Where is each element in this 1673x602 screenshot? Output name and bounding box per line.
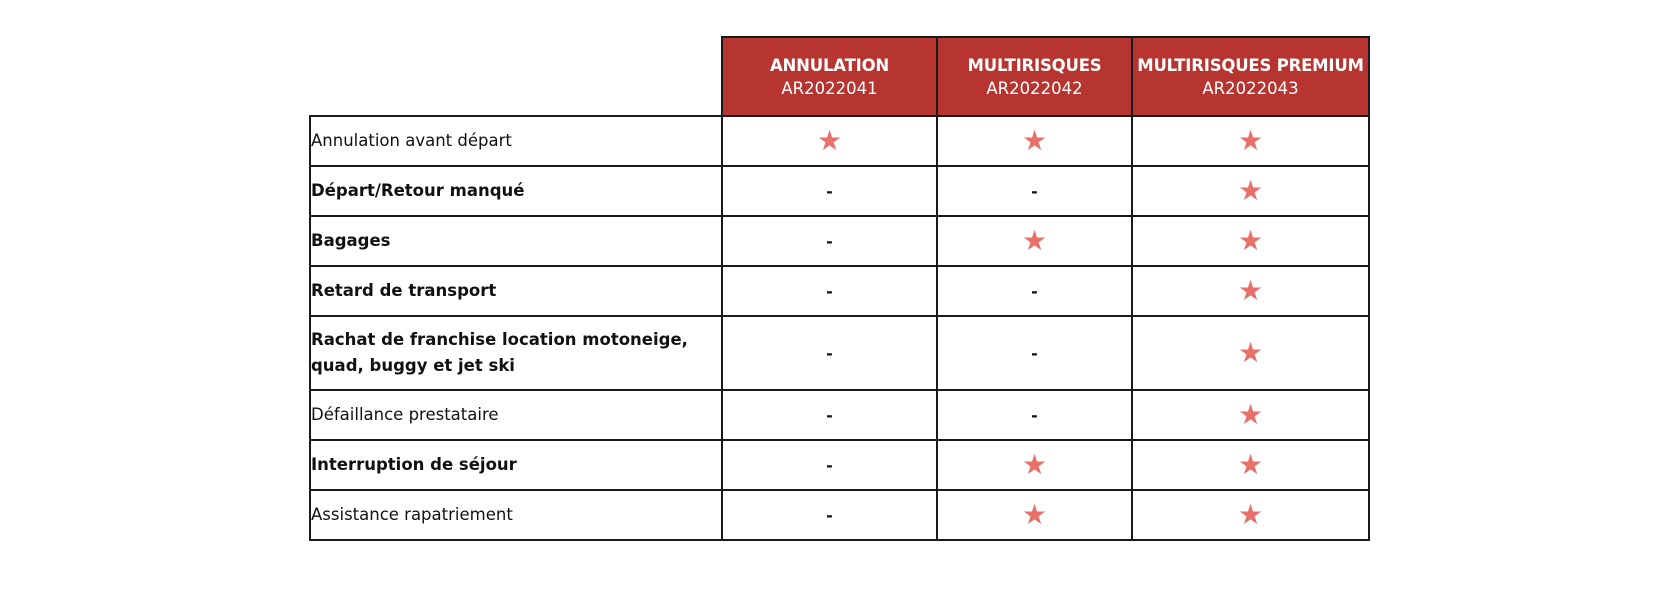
coverage-cell — [937, 116, 1132, 166]
dash-mark: - — [1031, 281, 1038, 301]
coverage-cell — [722, 216, 937, 266]
coverage-cell — [937, 166, 1132, 216]
coverage-cell — [937, 316, 1132, 390]
plan-name: MULTIRISQUES — [967, 55, 1102, 75]
coverage-cell — [1132, 166, 1369, 216]
dash-mark: - — [1031, 181, 1038, 201]
dash-mark: - — [1031, 405, 1038, 425]
dash-mark: - — [1031, 343, 1038, 363]
star-icon: ★ — [1237, 498, 1264, 531]
table-row — [310, 316, 1369, 390]
coverage-label: Bagages — [310, 216, 722, 266]
coverage-cell — [1132, 490, 1369, 540]
coverage-cell — [722, 266, 937, 316]
star-icon: ★ — [1237, 274, 1264, 307]
coverage-cell — [722, 316, 937, 390]
coverage-table — [309, 36, 1370, 541]
coverage-label: Annulation avant départ — [310, 116, 722, 166]
coverage-label: Rachat de franchise location motoneige, quad, buggy et jet ski — [310, 316, 722, 390]
star-icon: ★ — [816, 124, 843, 157]
dash-mark: - — [826, 281, 833, 301]
star-icon: ★ — [1021, 224, 1048, 257]
coverage-cell — [722, 166, 937, 216]
star-icon: ★ — [1237, 398, 1264, 431]
table-row — [310, 390, 1369, 440]
table-row — [310, 266, 1369, 316]
star-icon: ★ — [1021, 498, 1048, 531]
star-icon: ★ — [1237, 174, 1264, 207]
coverage-cell — [937, 440, 1132, 490]
coverage-label: Défaillance prestataire — [310, 390, 722, 440]
plan-header-annulation — [722, 37, 937, 116]
star-icon: ★ — [1021, 124, 1048, 157]
dash-mark: - — [826, 231, 833, 251]
plan-code: AR2022043 — [1202, 78, 1299, 98]
star-icon: ★ — [1021, 448, 1048, 481]
star-icon: ★ — [1237, 448, 1264, 481]
corner-cell — [310, 37, 722, 116]
coverage-label: Retard de transport — [310, 266, 722, 316]
coverage-cell — [1132, 266, 1369, 316]
plan-header-multirisques — [937, 37, 1132, 116]
plan-code: AR2022041 — [781, 78, 878, 98]
coverage-cell — [937, 490, 1132, 540]
plan-code: AR2022042 — [986, 78, 1083, 98]
plan-name: ANNULATION — [769, 55, 890, 75]
plan-name: MULTIRISQUES PREMIUM — [1137, 55, 1364, 75]
dash-mark: - — [826, 405, 833, 425]
header-row — [310, 37, 1369, 116]
coverage-cell — [1132, 440, 1369, 490]
plan-header-multirisques-premium — [1132, 37, 1369, 116]
coverage-cell — [722, 440, 937, 490]
coverage-cell — [937, 216, 1132, 266]
table-row — [310, 440, 1369, 490]
coverage-cell — [1132, 216, 1369, 266]
coverage-cell — [722, 116, 937, 166]
coverage-label: Départ/Retour manqué — [310, 166, 722, 216]
table-row — [310, 216, 1369, 266]
coverage-cell — [1132, 116, 1369, 166]
table-row — [310, 166, 1369, 216]
coverage-label: Assistance rapatriement — [310, 490, 722, 540]
dash-mark: - — [826, 455, 833, 475]
star-icon: ★ — [1237, 336, 1264, 369]
dash-mark: - — [826, 343, 833, 363]
coverage-cell — [722, 490, 937, 540]
coverage-cell — [937, 390, 1132, 440]
coverage-label: Interruption de séjour — [310, 440, 722, 490]
table-row — [310, 490, 1369, 540]
coverage-cell — [1132, 390, 1369, 440]
dash-mark: - — [826, 505, 833, 525]
coverage-cell — [1132, 316, 1369, 390]
star-icon: ★ — [1237, 124, 1264, 157]
coverage-cell — [937, 266, 1132, 316]
dash-mark: - — [826, 181, 833, 201]
star-icon: ★ — [1237, 224, 1264, 257]
coverage-cell — [722, 390, 937, 440]
table-row — [310, 116, 1369, 166]
